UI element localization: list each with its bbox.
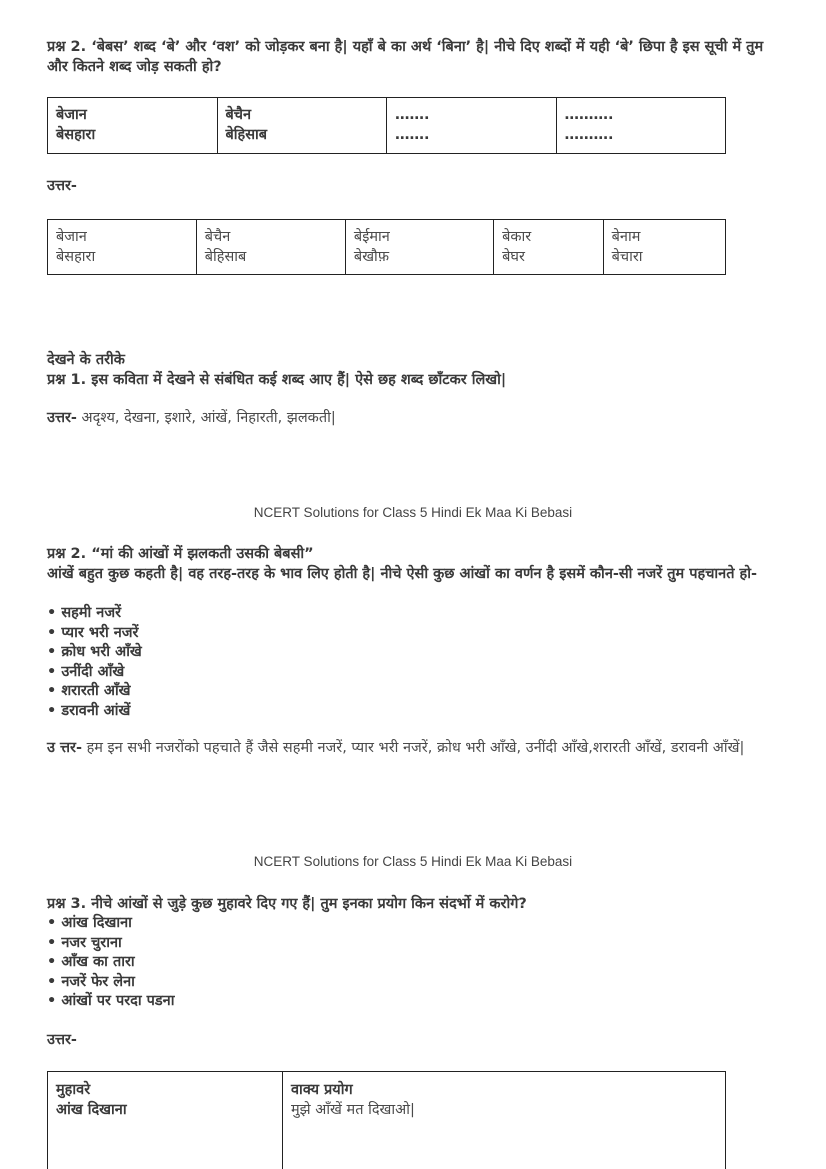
table-cell: बेजान बेसहारा — [48, 220, 197, 275]
muhavare-table-wrap — [47, 1071, 726, 1169]
answer-label: उ त्तर- — [47, 740, 82, 756]
table-cell: बेकार बेघर — [494, 220, 604, 275]
table-cell: बेजान बेसहारा — [48, 98, 218, 154]
question-bebas: प्रश्न 2. ‘बेबस’ शब्द ‘बे’ और ‘वश’ को जोड़कर बना है| यहाँ बे का अर्थ ‘बिना’ है| नीचे दिए शब्दों में यही ‘बे’ छिपा है इस सूची में तुम और कितने शब्द जोड़ सकती हो? — [47, 39, 764, 75]
muhavare-table — [47, 1071, 726, 1169]
answer-ankhen — [47, 739, 777, 759]
table-cell: बेईमान बेखौफ़ — [345, 220, 493, 275]
list-item: • शरारती आँखे — [47, 683, 131, 699]
bebas-word-table — [47, 97, 726, 154]
section-heading: देखने के तरीके — [47, 352, 125, 368]
table-cell: ………. ………. — [556, 98, 726, 154]
list-item: • आंखों पर परदा पडना — [47, 993, 175, 1009]
list-item: • नजर चुराना — [47, 934, 122, 951]
page-footer: NCERT Solutions for Class 5 Hindi Ek Maa Ki Bebasi — [253, 505, 573, 520]
list-item: • नजरें फेर लेना — [47, 973, 135, 990]
answer-label: उत्तर- — [47, 1032, 77, 1048]
question-muhavare: प्रश्न 3. नीचे आंखों से जुड़े कुछ मुहावरे दिए गए हैं| तुम इनका प्रयोग किन संदर्भो में करोगे? — [47, 896, 527, 912]
bullet-list — [47, 914, 777, 1012]
list-item: • प्यार भरी नजरें — [47, 624, 139, 641]
list-item: • आँख का तारा — [47, 954, 135, 970]
question-ankhen-title: प्रश्न 2. “मां की आंखों में झलकती उसकी बेबसी” — [47, 546, 314, 562]
list-item: • डरावनी आंखें — [47, 702, 131, 719]
answer-text: हम इन सभी नजरोंको पहचाते हैं जैसे सहमी नजरें, प्यार भरी नजरें, क्रोध भरी आँखे, उनींदी आँखे,शरारती आँखें, डरावनी आँखें| — [81, 740, 745, 756]
bullet-list — [47, 604, 777, 721]
table-cell: वाक्य प्रयोग मुझे आँखें मत दिखाओ| — [283, 1072, 726, 1169]
list-item: • क्रोध भरी आँखे — [47, 644, 142, 660]
bebas-answer-table — [47, 219, 726, 275]
answer-label: उत्तर- — [47, 410, 77, 426]
list-item: • उनींदी आँखे — [47, 663, 125, 680]
page-footer: NCERT Solutions for Class 5 Hindi Ek Maa Ki Bebasi — [253, 854, 573, 869]
table-cell: बेचैन बेहिसाब — [196, 220, 345, 275]
question-dekhne: प्रश्न 1. इस कविता में देखने से संबंधित कई शब्द आए हैं| ऐसे छह शब्द छाँटकर लिखो| — [47, 372, 507, 388]
table-cell: मुहावरे आंख दिखाना — [48, 1072, 283, 1169]
answer-dekhne — [47, 409, 777, 429]
list-item: • सहमी नजरें — [47, 605, 122, 621]
table-cell: बेनाम बेचारा — [603, 220, 725, 275]
answer-label: उत्तर- — [47, 178, 77, 194]
answer-text: अदृश्य, देखना, इशारे, आंखें, निहारती, झलकती| — [76, 410, 336, 426]
table-cell: ……. ……. — [387, 98, 557, 154]
table-cell: बेचैन बेहिसाब — [217, 98, 387, 154]
question-ankhen-body: आंखें बहुत कुछ कहती है| वह तरह-तरह के भाव लिए होती है| नीचे ऐसी कुछ आंखों का वर्णन है इसमें कौन-सी नजरें तुम पहचानते हो- — [47, 566, 757, 582]
list-item: • आंख दिखाना — [47, 915, 132, 931]
